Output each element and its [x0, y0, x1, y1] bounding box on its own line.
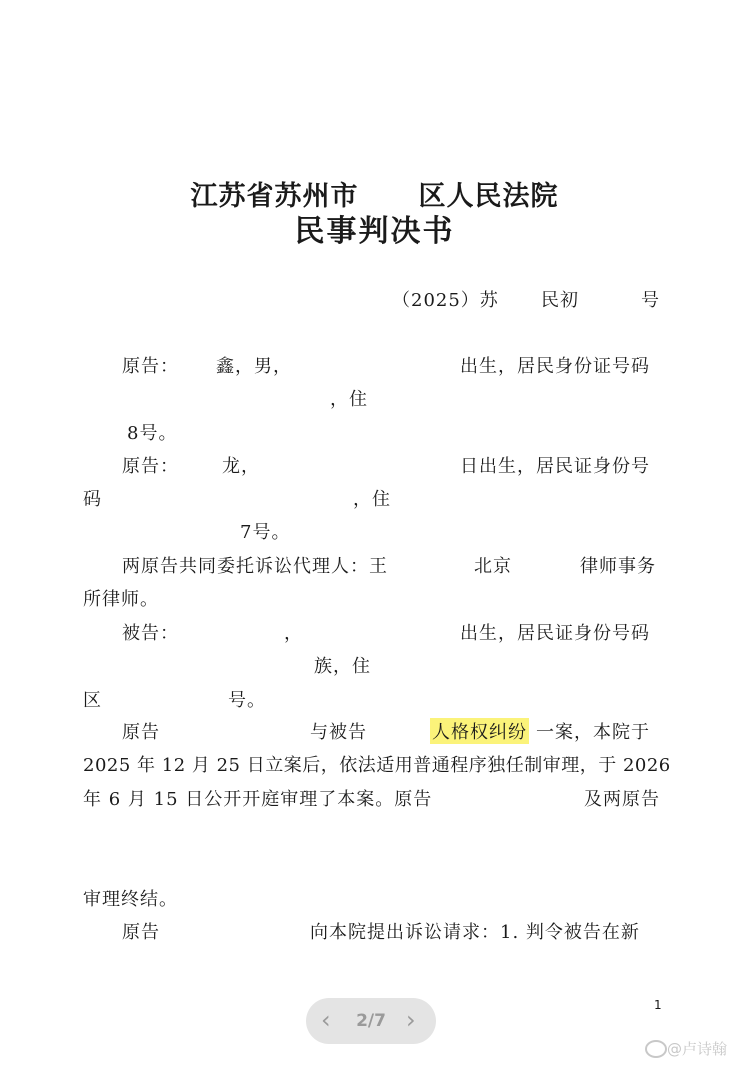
page-counter: 2/7	[356, 1011, 386, 1031]
plaintiff1-label: 原告：	[122, 356, 179, 377]
agent-role: 所律师。	[83, 589, 159, 610]
body-s1-b: 与被告	[310, 722, 367, 743]
agent-label: 两原告共同委托诉讼代理人：王	[122, 556, 388, 577]
document-type: 民事判决书	[294, 214, 455, 249]
case-number-prefix: （2025）苏	[392, 290, 499, 311]
chevron-right-icon[interactable]: ›	[406, 1006, 416, 1034]
plaintiff1-name: 鑫，男，	[216, 356, 292, 377]
highlighted-case-cause: 人格权纠纷	[430, 718, 529, 744]
defendant-house-number: 号。	[228, 690, 266, 711]
page-number: 1	[654, 998, 662, 1012]
body-s4: 审理终结。	[83, 889, 178, 910]
defendant-birth: 出生，居民证身份号码	[460, 623, 650, 644]
body-s2: 2025 年 12 月 25 日立案后，依法适用普通程序独任制审理，于 2026	[83, 755, 671, 776]
defendant-district: 区	[83, 690, 102, 711]
plaintiff2-label: 原告：	[122, 456, 179, 477]
defendant-ethnic: 族，住	[314, 656, 371, 677]
plaintiff1-address-mark: ，住	[330, 389, 368, 410]
case-number-mid: 民初	[541, 290, 579, 311]
body-s3-b: 及两原告	[584, 789, 660, 810]
plaintiff1-address-end: 8号。	[127, 423, 178, 444]
plaintiff2-address-end: 7号。	[240, 522, 291, 543]
body-s1-a: 原告	[122, 722, 160, 743]
body-s1-c: 一案，本院于	[536, 722, 650, 743]
plaintiff2-address-mark: ，住	[353, 489, 391, 510]
body-s3-a: 年 6 月 15 日公开开庭审理了本案。原告	[83, 789, 433, 810]
plaintiff1-birth: 出生，居民身份证号码	[460, 356, 650, 377]
agent-firm: 律师事务	[580, 556, 656, 577]
weibo-icon	[645, 1040, 667, 1058]
court-name-part2: 区人民法院	[418, 181, 559, 212]
watermark: @卢诗翰	[667, 1040, 728, 1058]
plaintiff2-birth: 日出生，居民证身份号	[460, 456, 650, 477]
page-pager	[306, 998, 436, 1044]
agent-city: 北京	[474, 556, 512, 577]
body-s5-a: 原告	[122, 922, 160, 943]
plaintiff2-id-ma: 码	[83, 489, 102, 510]
plaintiff2-name: 龙，	[222, 456, 260, 477]
body-s5-b: 向本院提出诉讼请求：1. 判令被告在新	[310, 922, 640, 943]
defendant-comma: ，	[284, 623, 303, 644]
chevron-left-icon[interactable]: ‹	[321, 1006, 331, 1034]
court-name-part1: 江苏省苏州市	[190, 181, 359, 212]
defendant-label: 被告：	[122, 623, 179, 644]
case-number-suffix: 号	[641, 290, 660, 311]
